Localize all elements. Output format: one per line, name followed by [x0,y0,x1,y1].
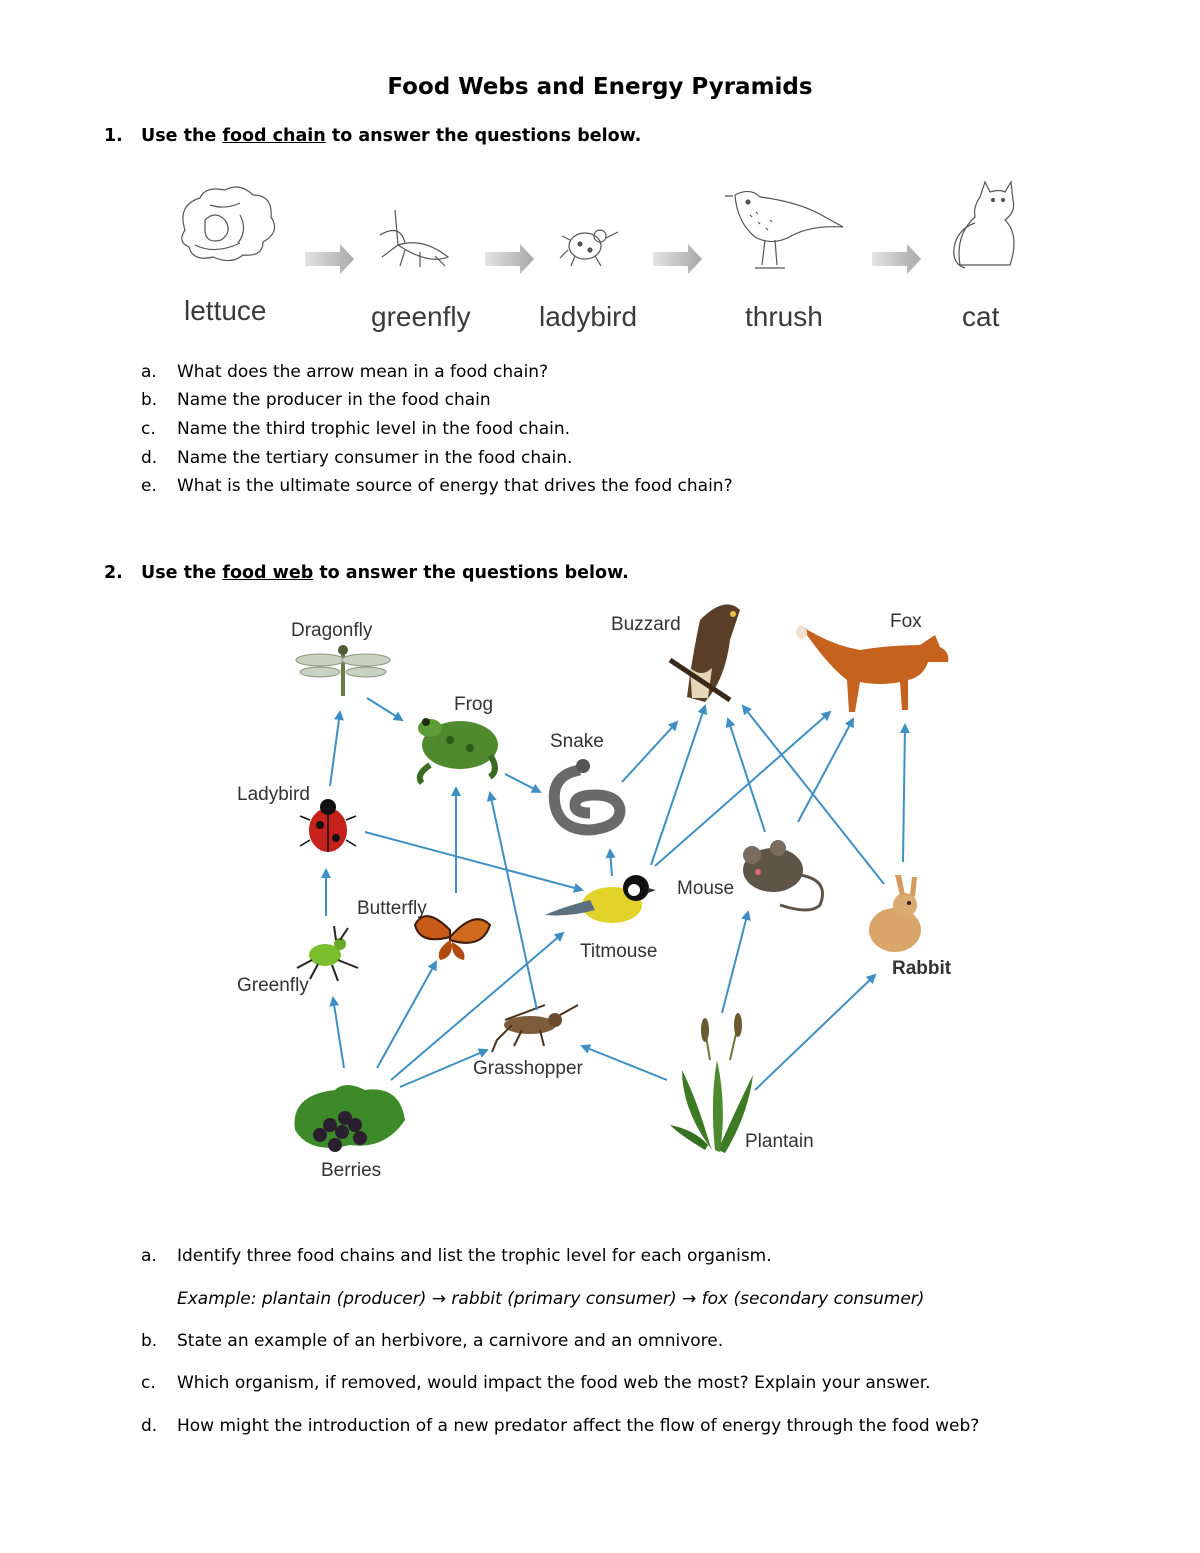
web-label-grasshopper: Grasshopper [473,1058,583,1079]
web-label-greenfly: Greenfly [237,975,309,996]
item-letter: d. [141,1416,158,1436]
heading-text: Use the [141,563,217,583]
question-2b [141,1331,723,1351]
item-text: What is the ultimate source of energy that drives the food chain? [177,476,733,496]
titmouse-picture [545,875,656,923]
fox-picture [796,625,948,712]
item-letter: d. [141,448,158,468]
chain-label-greenfly: greenfly [371,301,471,332]
web-label-berries: Berries [321,1160,382,1181]
item-text: What does the arrow mean in a food chain? [177,362,549,382]
chain-label-cat: cat [962,301,1000,332]
grasshopper-picture [492,1005,578,1052]
mouse-picture [743,840,823,910]
item-text: Name the producer in the food chain [177,390,491,410]
question-2a [141,1246,772,1266]
item-letter: a. [141,362,157,382]
item-letter: b. [141,390,158,410]
question-number: 1. [104,126,123,146]
item-letter: b. [141,1331,158,1351]
heading-text: to answer the questions below. [319,563,629,583]
item-letter: c. [141,1373,156,1393]
web-label-mouse: Mouse [677,878,735,899]
butterfly-picture [415,916,490,960]
item-text: State an example of an herbivore, a carnivore and an omnivore. [177,1331,724,1351]
web-label-dragonfly: Dragonfly [291,620,373,641]
web-label-frog: Frog [454,694,494,715]
item-letter: e. [141,476,157,496]
heading-text: Use the [141,126,217,146]
web-label-plantain: Plantain [745,1131,814,1152]
plantain-picture [670,1013,753,1153]
item-letter: c. [141,419,156,439]
dragonfly-picture [296,645,390,696]
question-2d [141,1416,979,1436]
berries-picture [295,1085,406,1152]
chain-label-lettuce: lettuce [184,295,267,326]
frog-picture [418,718,498,783]
item-text: Which organism, if removed, would impact the food web the most? Explain your answer. [177,1373,931,1393]
item-letter: a. [141,1246,157,1266]
question-2c [141,1373,931,1393]
item-text: Identify three food chains and list the trophic level for each organism. [177,1246,772,1266]
food-chain-term: food chain [222,126,326,146]
web-label-fox: Fox [890,611,922,632]
heading-text: to answer the questions below. [331,126,642,146]
food-web-term: food web [222,563,314,583]
chain-label-ladybird: ladybird [539,301,638,332]
ladybird-picture [300,799,356,852]
page-title: Food Webs and Energy Pyramids [387,74,813,100]
item-text: Name the third trophic level in the food chain. [177,419,571,439]
greenfly-picture [297,926,358,981]
web-label-ladybird: Ladybird [237,784,310,805]
web-label-rabbit: Rabbit [892,958,952,979]
example-food-chain: Example: plantain (producer) → rabbit (primary consumer) → fox (secondary consumer) [177,1289,925,1309]
question-number: 2. [104,563,123,583]
web-label-buzzard: Buzzard [611,614,681,635]
rabbit-picture [869,875,921,952]
web-label-snake: Snake [550,731,604,752]
item-text: How might the introduction of a new predator affect the flow of energy through the food web? [177,1416,980,1436]
item-text: Name the tertiary consumer in the food chain. [177,448,573,468]
web-label-titmouse: Titmouse [580,941,658,962]
chain-label-thrush: thrush [745,301,823,332]
web-label-butterfly: Butterfly [357,898,427,919]
snake-picture [554,759,620,830]
